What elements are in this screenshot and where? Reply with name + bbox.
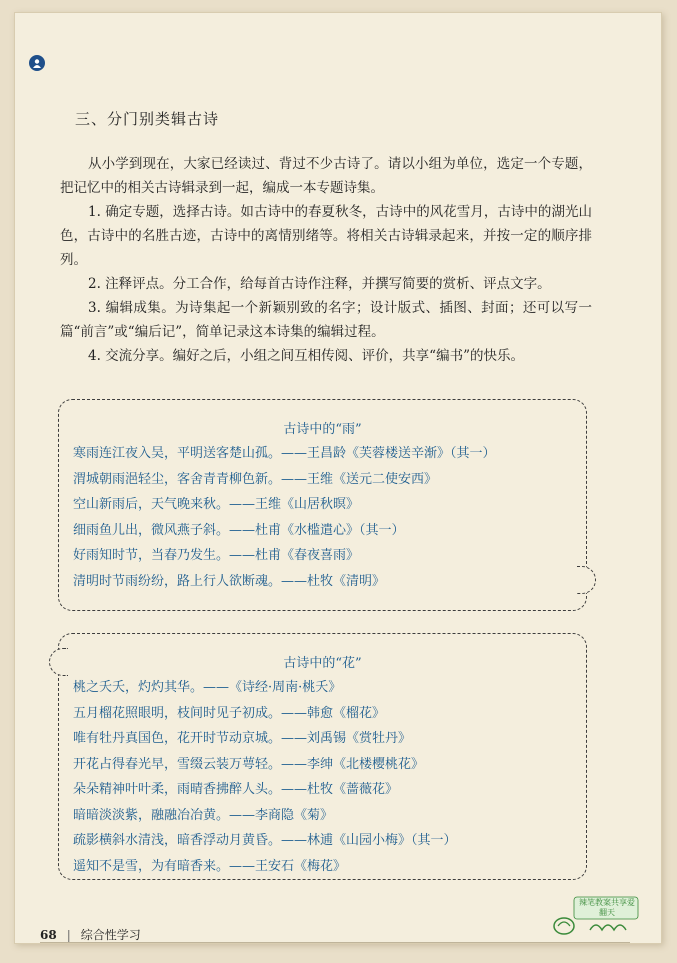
poem-line: 空山新雨后，天气晚来秋。——王维《山居秋暝》 <box>73 497 360 512</box>
poem-line: 桃之夭夭，灼灼其华。——《诗经·周南·桃夭》 <box>73 680 342 695</box>
step-4: 4. 交流分享。编好之后，小组之间互相传阅、评价，共享“编书”的快乐。 <box>88 348 524 364</box>
page-footer <box>40 926 141 943</box>
poem-line: 开花占得春光早，雪缀云装万萼轻。——李绅《北楼樱桃花》 <box>73 756 425 772</box>
footer-rule <box>40 942 630 943</box>
poem-line: 暗暗淡淡紫，融融冶冶黄。——李商隐《菊》 <box>73 807 334 823</box>
poem-line: 唯有牡丹真国色，花开时节动京城。——刘禹锡《赏牡丹》 <box>73 731 412 746</box>
rain-box-title: 古诗中的“雨” <box>283 422 362 437</box>
poem-line: 渭城朝雨浥轻尘，客舍青青柳色新。——王维《送元二使安西》 <box>73 471 438 487</box>
poem-line: 清明时节雨纷纷，路上行人欲断魂。——杜牧《清明》 <box>73 573 386 589</box>
poem-line: 疏影横斜水清浅，暗香浮动月黄昏。——林逋《山园小梅》（其一） <box>73 833 457 848</box>
section-title: 三、分门别类辑古诗 <box>75 110 220 128</box>
step-1: 1. 确定专题，选择古诗。如古诗中的春夏秋冬，古诗中的风花雪月，古诗中的湖光山色，古诗中的名胜古迹，古诗中的离情别绪等。将相关古诗辑录起来，并按一定的顺序排列。 <box>60 204 592 268</box>
footer-divider: | <box>66 927 71 942</box>
watermark-text: 辣笔教案共享爱翻天 <box>579 898 635 917</box>
flower-poems-box <box>58 633 587 880</box>
poem-line: 五月榴花照眼明，枝间时见子初成。——韩愈《榴花》 <box>73 705 386 721</box>
step-2: 2. 注释评点。分工合作，给每首古诗作注释，并撰写简要的赏析、评点文字。 <box>88 276 551 292</box>
footer-label: 综合性学习 <box>80 928 141 942</box>
instructions <box>60 152 592 368</box>
watermark <box>550 896 640 940</box>
poem-line: 遥知不是雪，为有暗香来。——王安石《梅花》 <box>73 858 347 874</box>
poem-line: 寒雨连江夜入吴，平明送客楚山孤。——王昌龄《芙蓉楼送辛渐》（其一） <box>73 446 496 461</box>
poem-line: 细雨鱼儿出，微风燕子斜。——杜甫《水槛遣心》（其一） <box>73 522 405 538</box>
rain-poems-box <box>58 399 587 611</box>
flower-box-title: 古诗中的“花” <box>283 656 362 671</box>
step-3: 3. 编辑成集。为诗集起一个新颖别致的名字；设计版式、插图、封面；还可以写一篇“前言”或“编后记”，简单记录这本诗集的编辑过程。 <box>60 300 592 340</box>
poem-line: 朵朵精神叶叶柔，雨晴香拂醉人头。——杜牧《蔷薇花》 <box>73 782 399 797</box>
publisher-logo-icon <box>29 55 45 71</box>
intro-paragraph: 从小学到现在，大家已经读过、背过不少古诗了。请以小组为单位，选定一个专题，把记忆中的相关古诗辑录到一起，编成一本专题诗集。 <box>60 156 592 196</box>
poem-line: 好雨知时节，当春乃发生。——杜甫《春夜喜雨》 <box>73 548 360 563</box>
page-number: 68 <box>40 927 57 942</box>
